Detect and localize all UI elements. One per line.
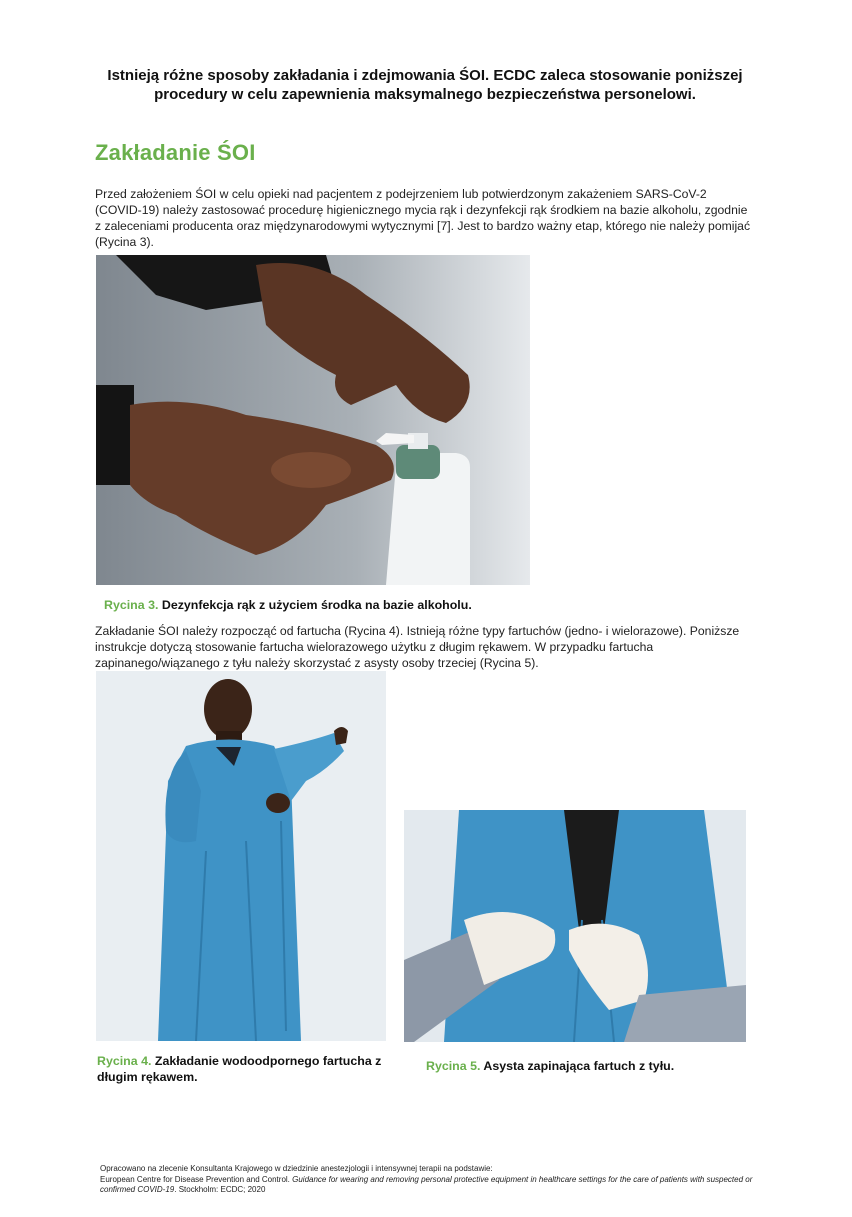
photo-putting-on-gown	[96, 671, 386, 1041]
section-heading: Zakładanie ŚOI	[95, 140, 256, 165]
photo-assisted-fastening	[404, 810, 746, 1042]
figure-5-caption	[426, 1058, 674, 1074]
footer-source-suffix: . Stockholm: ECDC; 2020	[174, 1185, 266, 1194]
footer-source-title: Guidance for wearing and removing personal protective equipment in healthcare settings for the care of patients with suspected or confirmed COVID-19	[100, 1174, 753, 1194]
figure-5-label: Rycina 5.	[426, 1059, 481, 1073]
figure-3-text: Dezynfekcja rąk z użyciem środka na bazie alkoholu.	[161, 598, 472, 612]
footer-source-prefix: European Centre for Disease Prevention and Control.	[100, 1174, 290, 1184]
figure-4-text: Zakładanie wodoodpornego fartucha z długim rękawem.	[97, 1054, 382, 1084]
figure-5-text: Asysta zapinająca fartuch z tyłu.	[483, 1059, 675, 1073]
photo-hand-disinfection	[96, 255, 530, 585]
figure-4-label: Rycina 4.	[97, 1054, 152, 1068]
footer-citation	[100, 1175, 760, 1196]
paragraph-gown-intro: Zakładanie ŚOI należy rozpocząć od fartucha (Rycina 4). Istnieją różne typy fartuchów (jedno- i wielorazowe). Poniższe instrukcje dotyczą stosowanie fartucha wielorazowego użytku z długim rękawem. W przypadku fartucha zapinanego/wiązanego z tyłu należy skorzystać z asysty osoby trzeciej (Rycina 5).	[95, 624, 740, 670]
figure-3-caption	[104, 597, 472, 613]
paragraph-hand-hygiene: Przed założeniem ŚOI w celu opieki nad pacjentem z podejrzeniem lub potwierdzonym zakażeniem SARS-CoV-2 (COVID-19) należy zastosować procedurę higienicznego mycia rąk i dezynfekcji rąk środkiem na bazie alkoholu, zgodnie z zaleceniami producenta oraz międzynarodowymi wytycznymi [7]. Jest to bardzo ważny etap, którego nie należy pomijać (Rycina 3).	[95, 187, 751, 249]
figure-4-caption	[97, 1053, 397, 1085]
intro-text: Istnieją różne sposoby zakładania i zdejmowania ŚOI. ECDC zaleca stosowanie poniższej procedury w celu zapewnienia maksymalnego bezpieczeństwa personelowi.	[107, 67, 743, 103]
footer-line-1: Opracowano na zlecenie Konsultanta Krajowego w dziedzinie anestezjologii i intensywnej terapii na podstawie:	[100, 1164, 493, 1173]
footer-source-note	[100, 1164, 760, 1196]
figure-3-label: Rycina 3.	[104, 598, 159, 612]
